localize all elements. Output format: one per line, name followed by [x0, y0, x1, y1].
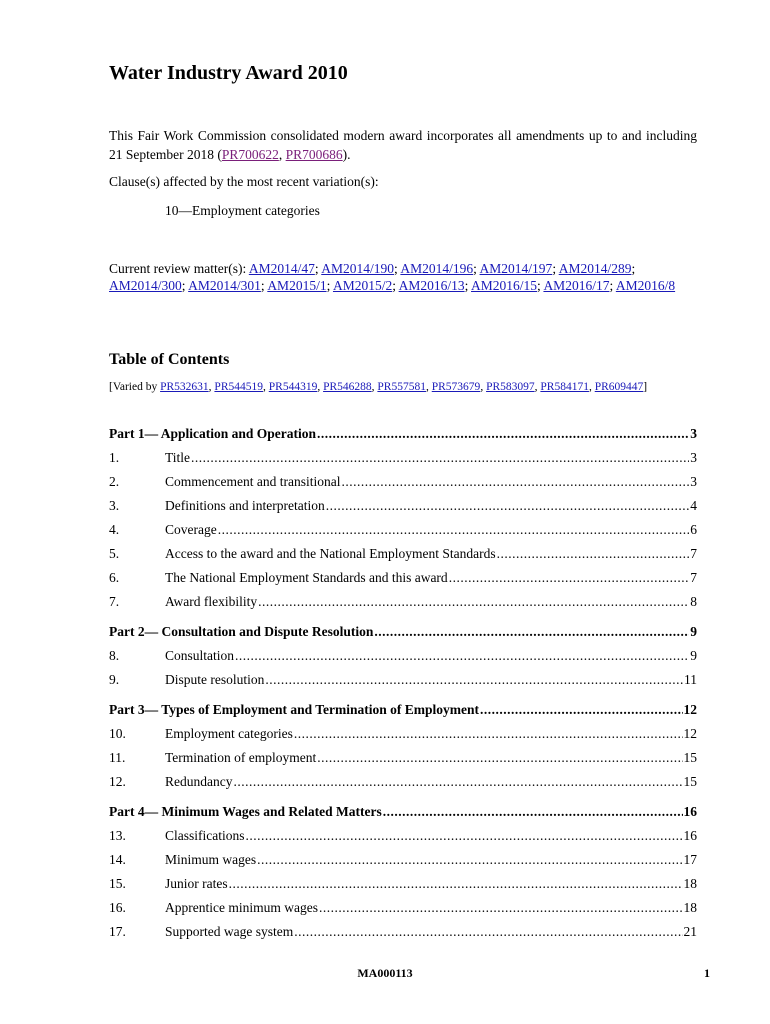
toc-leader-dots — [218, 522, 690, 538]
toc-clause-entry[interactable] — [109, 590, 697, 614]
review-matters — [109, 260, 697, 294]
toc-title-text: Classifications — [165, 828, 245, 843]
pr-link[interactable]: PR700686 — [285, 147, 343, 162]
toc-leader-dots — [294, 726, 683, 742]
toc-title-text: Title — [165, 450, 191, 465]
toc-page-number: 17 — [683, 852, 697, 867]
review-matter-link[interactable]: AM2014/47 — [248, 261, 315, 276]
toc-clause-entry[interactable] — [109, 470, 697, 494]
toc-number: 11. — [109, 750, 126, 765]
toc-title-text: Part 2— Consultation and Dispute Resolution — [109, 624, 374, 639]
document-title: Water Industry Award 2010 — [109, 62, 348, 84]
toc-leader-dots — [374, 624, 689, 640]
toc-title-text: Part 3— Types of Employment and Termination of Employment — [109, 702, 480, 717]
toc-number: 9. — [109, 672, 120, 687]
review-matter-link[interactable]: AM2016/8 — [615, 278, 676, 293]
toc-part-entry[interactable] — [109, 800, 697, 824]
toc-clause-entry[interactable] — [109, 446, 697, 470]
toc-leader-dots — [341, 474, 689, 490]
table-of-contents — [109, 420, 697, 944]
toc-page-number: 11 — [684, 672, 697, 687]
toc-title-text: Definitions and interpretation — [165, 498, 325, 513]
review-matter-link[interactable]: AM2016/15 — [471, 278, 538, 293]
toc-number: 16. — [109, 900, 126, 915]
toc-leader-dots — [319, 900, 683, 916]
toc-title-text: Termination of employment — [165, 750, 317, 765]
toc-page-number: 9 — [690, 648, 697, 663]
toc-number: 5. — [109, 546, 120, 561]
toc-clause-entry[interactable] — [109, 824, 697, 848]
toc-page-number: 15 — [683, 750, 697, 765]
toc-part-entry[interactable] — [109, 422, 697, 446]
toc-page-number: 7 — [690, 570, 697, 585]
toc-leader-dots — [191, 450, 689, 466]
pr-link[interactable]: PR700622 — [221, 147, 279, 162]
toc-leader-dots — [480, 702, 682, 718]
toc-clause-entry[interactable] — [109, 872, 697, 896]
toc-title-text: Coverage — [165, 522, 217, 537]
toc-title-text: Access to the award and the National Employment Standards — [165, 546, 496, 561]
toc-page-number: 3 — [690, 474, 697, 489]
varied-by-link[interactable]: PR546288 — [323, 381, 372, 393]
toc-number: 13. — [109, 828, 126, 843]
varied-by-note — [109, 380, 697, 395]
toc-leader-dots — [317, 426, 689, 442]
review-matter-link[interactable]: AM2014/196 — [400, 261, 474, 276]
toc-clause-entry[interactable] — [109, 566, 697, 590]
intro-separator: , — [278, 147, 286, 162]
review-matter-link[interactable]: AM2015/1 — [267, 278, 327, 293]
toc-number: 14. — [109, 852, 126, 867]
toc-clause-entry[interactable] — [109, 542, 697, 566]
toc-title-text: Minimum wages — [165, 852, 257, 867]
page-number: 1 — [704, 966, 710, 980]
award-id: MA000113 — [357, 966, 413, 980]
toc-clause-entry[interactable] — [109, 770, 697, 794]
varied-by-link[interactable]: PR544519 — [214, 381, 263, 393]
clause-item: 10—Employment categories — [165, 203, 320, 218]
intro-paragraph — [109, 126, 697, 164]
toc-number: 15. — [109, 876, 126, 891]
toc-leader-dots — [497, 546, 690, 562]
toc-number: 7. — [109, 594, 120, 609]
review-label: Current review matter(s): — [109, 261, 249, 276]
varied-suffix: ] — [643, 381, 648, 393]
varied-by-link[interactable]: PR584171 — [540, 381, 589, 393]
review-matter-link[interactable]: AM2015/2 — [332, 278, 393, 293]
toc-number: 17. — [109, 924, 126, 939]
toc-leader-dots — [383, 804, 683, 820]
toc-number: 6. — [109, 570, 120, 585]
toc-page-number: 18 — [683, 900, 697, 915]
toc-number: 4. — [109, 522, 120, 537]
intro-end: ). — [342, 147, 351, 162]
toc-leader-dots — [294, 924, 682, 940]
toc-number: 2. — [109, 474, 120, 489]
toc-title-text: Part 4— Minimum Wages and Related Matters — [109, 804, 382, 819]
review-matter-link[interactable]: AM2014/190 — [321, 261, 394, 276]
toc-number: 12. — [109, 774, 126, 789]
toc-number: 1. — [109, 450, 120, 465]
toc-title: Table of Contents — [109, 351, 230, 368]
toc-clause-entry[interactable] — [109, 920, 697, 944]
intro-text: This Fair Work Commission consolidated modern award incorporates all amendments up to and including 21 September 2018 ( — [109, 128, 697, 162]
toc-clause-entry[interactable] — [109, 494, 697, 518]
toc-page-number: 21 — [683, 924, 697, 939]
toc-clause-entry[interactable] — [109, 668, 697, 692]
toc-leader-dots — [265, 672, 683, 688]
clauses-label: Clause(s) affected by the most recent variation(s): — [109, 174, 379, 189]
toc-clause-entry[interactable] — [109, 722, 697, 746]
toc-title-text: Redundancy — [165, 774, 233, 789]
toc-clause-entry[interactable] — [109, 518, 697, 542]
toc-leader-dots — [258, 594, 689, 610]
toc-number: 10. — [109, 726, 126, 741]
toc-title-text: Supported wage system — [165, 924, 294, 939]
toc-clause-entry[interactable] — [109, 848, 697, 872]
toc-page-number: 6 — [690, 522, 697, 537]
toc-title-text: Commencement and transitional — [165, 474, 341, 489]
toc-part-entry[interactable] — [109, 698, 697, 722]
varied-by-link[interactable]: PR557581 — [377, 381, 426, 393]
review-links: AM2014/47; AM2014/190; AM2014/196; AM2014/197; AM2014/289; AM2014/300; AM2014/301; AM2015/1; AM2015/2; AM2016/13; AM2016/15; AM2016/17; AM2016/8 — [109, 261, 676, 293]
toc-title-text: Consultation — [165, 648, 235, 663]
varied-prefix: [Varied by — [109, 381, 161, 393]
review-matter-link[interactable]: AM2016/17 — [543, 278, 610, 293]
toc-page-number: 16 — [683, 804, 697, 819]
toc-page-number: 18 — [683, 876, 697, 891]
varied-by-link[interactable]: PR583097 — [486, 381, 535, 393]
toc-clause-entry[interactable] — [109, 644, 697, 668]
toc-leader-dots — [235, 648, 689, 664]
toc-page-number: 7 — [690, 546, 697, 561]
review-matter-link[interactable]: AM2014/197 — [479, 261, 553, 276]
toc-page-number: 12 — [683, 726, 697, 741]
toc-title-text: Dispute resolution — [165, 672, 265, 687]
toc-number: 8. — [109, 648, 120, 663]
toc-leader-dots — [229, 876, 683, 892]
toc-leader-dots — [317, 750, 682, 766]
toc-title-text: Junior rates — [165, 876, 228, 891]
toc-leader-dots — [449, 570, 690, 586]
toc-page-number: 9 — [690, 624, 697, 639]
review-matter-link[interactable]: AM2014/289 — [558, 261, 632, 276]
review-matter-link[interactable]: AM2014/301 — [188, 278, 261, 293]
toc-clause-entry[interactable] — [109, 896, 697, 920]
varied-by-link[interactable]: PR573679 — [431, 381, 481, 393]
toc-page-number: 15 — [683, 774, 697, 789]
review-matter-link[interactable]: AM2016/13 — [398, 278, 465, 293]
toc-leader-dots — [233, 774, 682, 790]
toc-title-text: Employment categories — [165, 726, 293, 741]
toc-title-text: The National Employment Standards and this award — [165, 570, 448, 585]
toc-page-number: 8 — [690, 594, 697, 609]
toc-title-text: Award flexibility — [165, 594, 258, 609]
varied-by-link[interactable]: PR532631 — [160, 381, 209, 393]
review-matter-link[interactable]: AM2014/300 — [109, 278, 182, 293]
varied-links: PR532631, PR544519, PR544319, PR546288, PR557581, PR573679, PR583097, PR584171, PR609447 — [160, 381, 644, 393]
toc-title-text: Part 1— Application and Operation — [109, 426, 317, 441]
toc-page-number: 16 — [683, 828, 697, 843]
varied-by-link[interactable]: PR609447 — [594, 381, 644, 393]
toc-leader-dots — [257, 852, 682, 868]
toc-page-number: 4 — [690, 498, 697, 513]
toc-title-text: Apprentice minimum wages — [165, 900, 318, 915]
toc-number: 3. — [109, 498, 120, 513]
toc-leader-dots — [326, 498, 690, 514]
toc-page-number: 3 — [690, 450, 697, 465]
toc-page-number: 12 — [683, 702, 697, 717]
toc-clause-entry[interactable] — [109, 746, 697, 770]
toc-part-entry[interactable] — [109, 620, 697, 644]
toc-leader-dots — [246, 828, 683, 844]
toc-page-number: 3 — [690, 426, 697, 441]
varied-by-link[interactable]: PR544319 — [268, 381, 318, 393]
